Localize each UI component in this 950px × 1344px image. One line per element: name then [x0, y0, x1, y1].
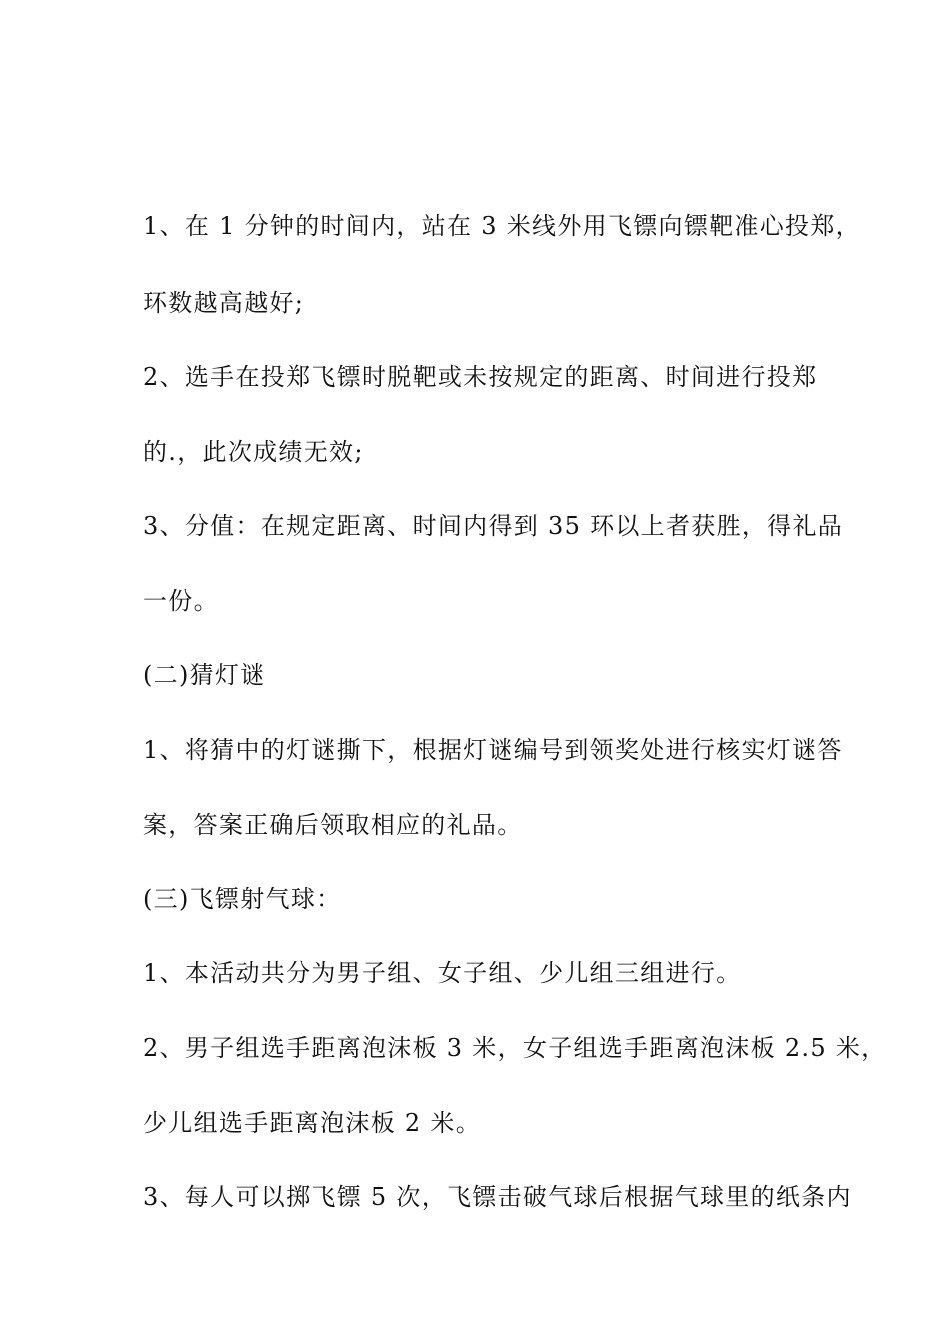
text-line: 案，答案正确后领取相应的礼品。	[143, 811, 523, 839]
text-line: 1、在 1 分钟的时间内，站在 3 米线外用飞镖向镖靶准心投郑，	[143, 212, 861, 240]
text-line: 2、男子组选手距离泡沫板 3 米，女子组选手距离泡沫板 2.5 米，	[143, 1034, 887, 1062]
text-line: 一份。	[143, 587, 219, 615]
text-line: 3、每人可以掷飞镖 5 次，飞镖击破气球后根据气球里的纸条内	[143, 1183, 852, 1211]
text-line: 的.，此次成绩无效;	[143, 438, 364, 466]
text-line: 2、选手在投郑飞镖时脱靶或未按规定的距离、时间进行投郑	[143, 363, 818, 391]
text-line: 少儿组选手距离泡沫板 2 米。	[143, 1109, 482, 1137]
text-line: 1、将猜中的灯谜撕下，根据灯谜编号到领奖处进行核实灯谜答	[143, 736, 843, 764]
text-line: 环数越高越好;	[143, 289, 305, 317]
text-line: 1、本活动共分为男子组、女子组、少儿组三组进行。	[143, 959, 742, 987]
text-line: 3、分值：在规定距离、时间内得到 35 环以上者获胜，得礼品	[143, 512, 844, 540]
section-heading: (三)飞镖射气球：	[143, 885, 342, 913]
section-heading: (二)猜灯谜	[143, 661, 266, 689]
